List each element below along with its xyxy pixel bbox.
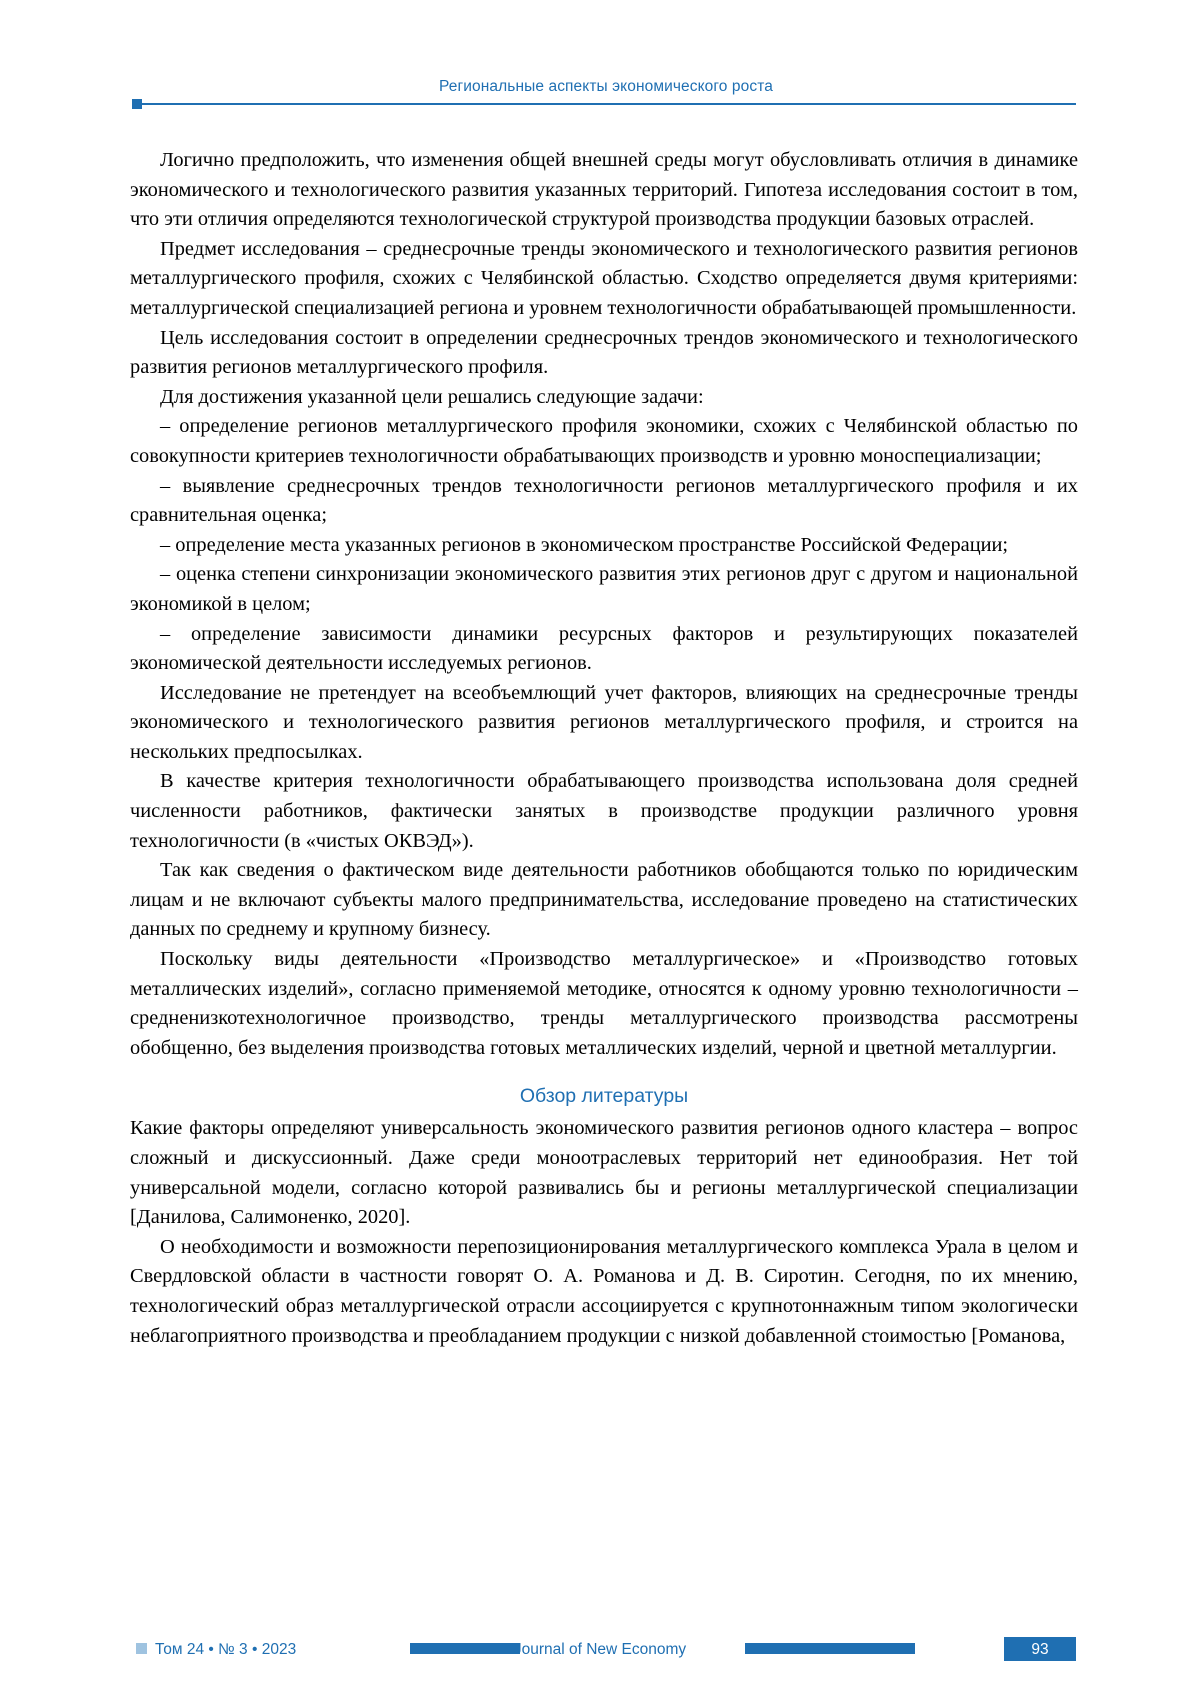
paragraph: О необходимости и возможности перепозиционирования металлургического комплекса Урала в целом и Свердловской области в частности говорят О. А. Романова и Д. В. Сиротин. Сегодня, по их мнению, технологический образ металлургической отрасли ассоциируется с крупнотоннажным типом экологически неблагоприятного производства и преобладанием продукции с низкой добавленной стоимостью [Романова, bbox=[130, 1235, 1078, 1347]
paragraph: Поскольку виды деятельности «Производство металлургическое» и «Производство готовых металлических изделий», согласно применяемой методике, относятся к одному уровню технологичности – средненизкотехнологичное производство, тренды металлургического производства рассмотрены обобщенно, без выделения производства готовых металлических изделий, черной и цветной металлургии. bbox=[130, 948, 1078, 1059]
paragraph: Так как сведения о фактическом виде деятельности работников обобщаются только по юридическим лицам и не включают субъекты малого предпринимательства, исследование проведено на статистических данных по среднему и крупному бизнесу. bbox=[130, 859, 1078, 941]
paragraph: Для достижения указанной цели решались следующие задачи: bbox=[160, 385, 704, 408]
list-item: – определение регионов металлургического профиля экономики, схожих с Челябинской областью по совокупности критериев технологичности обрабатывающих производств и уровню моноспециализации; bbox=[130, 415, 1078, 467]
article-body bbox=[130, 146, 1078, 1351]
paragraph: Какие факторы определяют универсальность экономического развития регионов одного кластера – вопрос сложный и дискуссионный. Даже среди моноотраслевых территорий нет единообразия. Нет той универсальной модели, согласно которой развивались бы и регионы металлургической специализации [Данилова, Салимоненко, 2020]. bbox=[130, 1117, 1078, 1229]
paragraph: Цель исследования состоит в определении среднесрочных трендов экономического и технологического развития регионов металлургического профиля. bbox=[130, 326, 1078, 379]
list-item: – определение места указанных регионов в экономическом пространстве Российской Федерации; bbox=[160, 533, 1009, 556]
list-item: – оценка степени синхронизации экономического развития этих регионов друг с другом и национальной экономикой в целом; bbox=[130, 563, 1078, 615]
running-head: Региональные аспекты экономического роста bbox=[439, 78, 773, 95]
header-rule bbox=[136, 103, 1076, 105]
footer-issue: Том 24 • № 3 • 2023 bbox=[155, 1641, 297, 1658]
page-number: 93 bbox=[1031, 1641, 1049, 1658]
footer-journal-title: Journal of New Economy bbox=[513, 1641, 687, 1658]
paragraph: Исследование не претендует на всеобъемлющий учет факторов, влияющих на среднесрочные тренды экономического и технологического развития регионов металлургического профиля, и строится на нескольких предпосылках. bbox=[130, 681, 1078, 763]
list-item: – выявление среднесрочных трендов технологичности регионов металлургического профиля и их сравнительная оценка; bbox=[130, 474, 1078, 527]
paragraph: Предмет исследования – среднесрочные тренды экономического и технологического развития регионов металлургического профиля, схожих с Челябинской областью. Сходство определяется двумя критериями: металлургической специализацией региона и уровнем технологичности обрабатывающей промышленности. bbox=[130, 237, 1078, 319]
footer-rule-right bbox=[745, 1643, 915, 1654]
section-heading: Обзор литературы bbox=[519, 1085, 689, 1108]
paragraph: В качестве критерия технологичности обрабатывающего производства использована доля средней численности работников, фактически занятых в производстве продукции различного уровня технологичности (в «чистых ОКВЭД»). bbox=[130, 770, 1078, 852]
list-item: – определение зависимости динамики ресурсных факторов и результирующих показателей экономической деятельности исследуемых регионов. bbox=[130, 622, 1078, 675]
paragraph: Логично предположить, что изменения общей внешней среды могут обусловливать отличия в динамике экономического и технологического развития указанных территорий. Гипотеза исследования состоит в том, что эти отличия определяются технологической структурой производства продукции базовых отраслей. bbox=[130, 149, 1078, 231]
page-footer bbox=[0, 1607, 1200, 1697]
